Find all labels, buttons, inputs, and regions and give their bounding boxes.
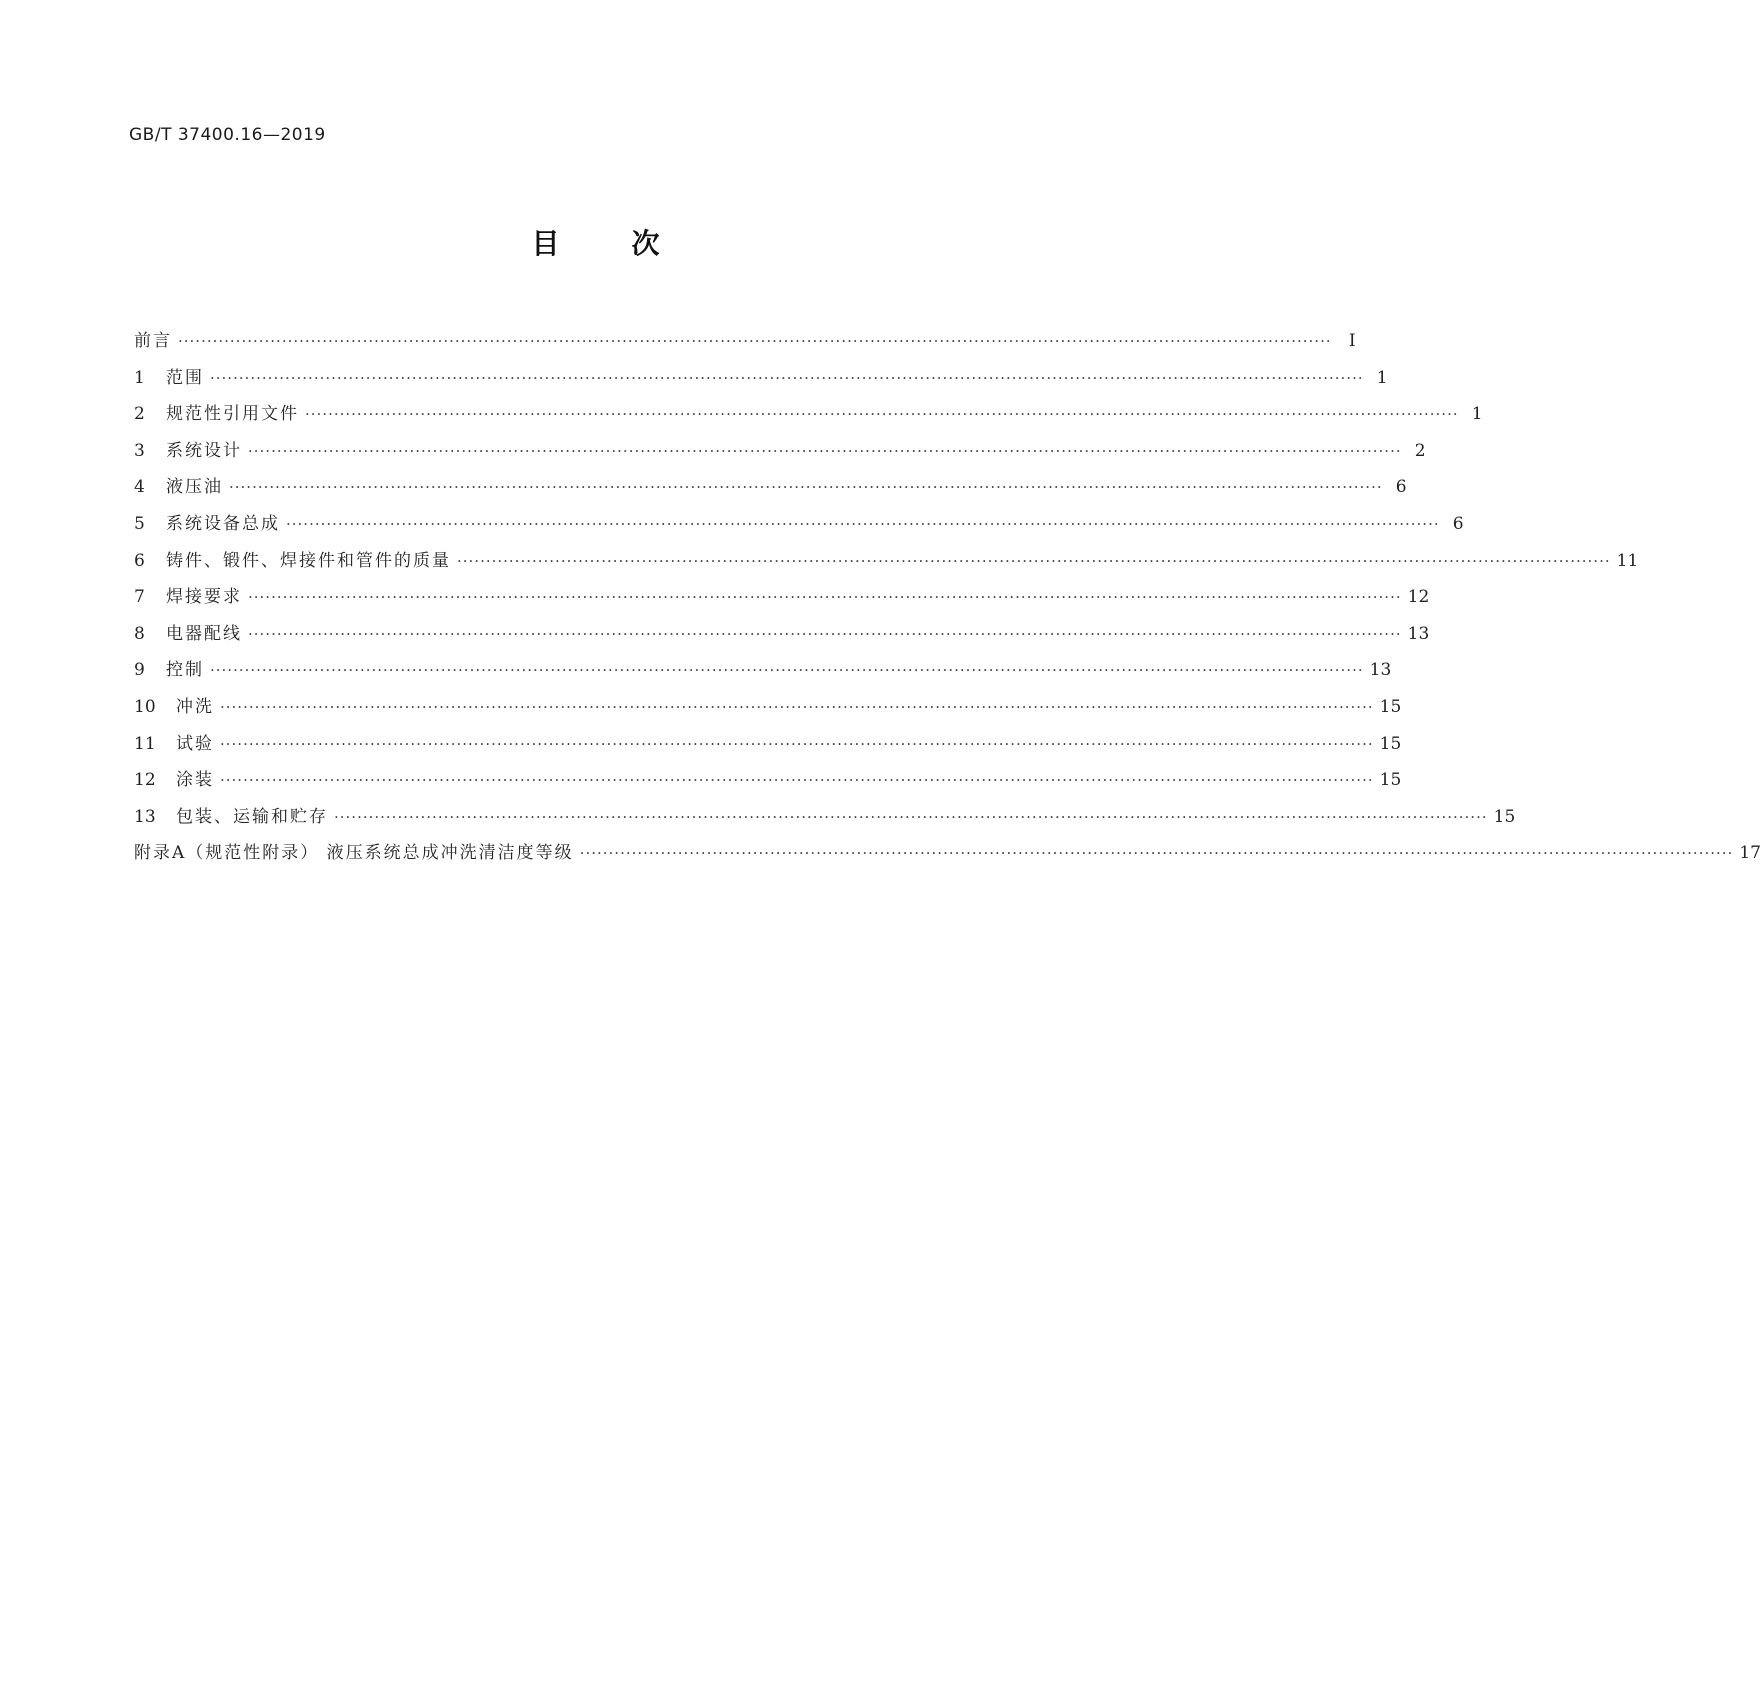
toc-entry-number: 2 <box>134 404 145 425</box>
toc-leader-dots: ········································································································································································································ <box>220 734 1374 753</box>
toc-entry-number: 11 <box>134 733 156 754</box>
toc-entry-label: 控制 <box>166 660 204 681</box>
toc-entry-label: 铸件、锻件、焊接件和管件的质量 <box>166 550 451 571</box>
toc-entry-label: 液压油 <box>166 477 223 498</box>
toc-entry-number: 4 <box>134 477 145 498</box>
toc-entry-number: 13 <box>134 806 156 827</box>
toc-leader-dots: ········································································································································································································ <box>220 697 1374 716</box>
toc-entry-page: 6 <box>1452 513 1464 534</box>
toc-leader-dots: ········································································································································································································ <box>286 514 1440 533</box>
toc-leader-dots: ········································································································································································································ <box>229 478 1383 497</box>
page-title: 目次 <box>531 227 732 260</box>
toc-entry-page: 15 <box>1493 806 1516 827</box>
toc-leader-dots: ········································································································································································································ <box>334 807 1488 826</box>
toc-entry-3[interactable] <box>134 433 1426 470</box>
toc-entry-number: 6 <box>134 550 145 571</box>
toc-entry-page: 17 <box>1739 843 1761 864</box>
toc-entry-page: 12 <box>1407 587 1430 608</box>
toc-leader-dots: ········································································································································································································ <box>305 405 1459 424</box>
toc-entry-label: 冲洗 <box>176 696 214 717</box>
toc-entry-page: 2 <box>1414 440 1426 461</box>
toc-entry-label: 规范性引用文件 <box>166 404 299 425</box>
toc-entry-page: 15 <box>1379 733 1402 754</box>
toc-leader-dots: ········································································································································································································ <box>248 588 1402 607</box>
toc-entry-label: 涂装 <box>176 770 214 791</box>
table-of-contents <box>134 323 1761 872</box>
toc-entry-7[interactable] <box>134 579 1430 616</box>
toc-entry-page: 1 <box>1471 404 1483 425</box>
toc-entry-label: 电器配线 <box>166 623 242 644</box>
toc-entry-6[interactable] <box>134 543 1639 580</box>
toc-entry-13[interactable] <box>134 799 1516 836</box>
toc-entry-page: 15 <box>1379 696 1402 717</box>
toc-leader-dots: ········································································································································································································ <box>579 844 1734 863</box>
toc-entry-label: 附录A（规范性附录） 液压系统总成冲洗清洁度等级 <box>134 843 574 864</box>
toc-entry-number: 12 <box>134 770 156 791</box>
toc-leader-dots: ········································································································································································································ <box>248 441 1402 460</box>
toc-entry-label: 系统设备总成 <box>166 513 280 534</box>
toc-entry-page: Ⅰ <box>1348 331 1356 351</box>
toc-entry-label: 焊接要求 <box>166 587 242 608</box>
toc-entry-1[interactable] <box>134 360 1388 397</box>
toc-entry-number: 7 <box>134 587 145 608</box>
toc-leader-dots: ········································································································································································································ <box>210 368 1364 387</box>
toc-entry-11[interactable] <box>134 726 1402 763</box>
toc-entry-label: 系统设计 <box>166 440 242 461</box>
toc-entry-4[interactable] <box>134 469 1407 506</box>
toc-leader-dots: ········································································································································································································ <box>220 771 1374 790</box>
toc-entry-label: 范围 <box>166 367 204 388</box>
toc-entry-5[interactable] <box>134 506 1464 543</box>
toc-entry-number: 1 <box>134 367 145 388</box>
toc-entry-page: 13 <box>1407 623 1430 644</box>
toc-entry-page: 13 <box>1369 660 1392 681</box>
toc-leader-dots: ········································································································································································································ <box>248 624 1402 643</box>
standard-code: GB/T 37400.16—2019 <box>129 125 326 145</box>
toc-entry-number: 10 <box>134 696 156 717</box>
toc-entry-appendix-a[interactable] <box>134 835 1761 872</box>
toc-entry-page: 1 <box>1376 367 1388 388</box>
toc-entry-page: 6 <box>1395 477 1407 498</box>
toc-entry-number: 5 <box>134 513 145 534</box>
toc-leader-dots: ········································································································································································································ <box>457 551 1611 570</box>
toc-entry-label: 试验 <box>176 733 214 754</box>
toc-entry-foreword[interactable] <box>134 323 1356 360</box>
toc-entry-2[interactable] <box>134 396 1483 433</box>
toc-entry-8[interactable] <box>134 616 1430 653</box>
toc-entry-label: 包装、运输和贮存 <box>176 806 328 827</box>
toc-entry-label: 前言 <box>134 331 172 351</box>
toc-leader-dots: ········································································································································································································ <box>210 661 1364 680</box>
toc-entry-number: 9 <box>134 660 145 681</box>
toc-entry-12[interactable] <box>134 762 1402 799</box>
toc-leader-dots: ········································································································································································································ <box>178 332 1332 350</box>
toc-entry-page: 15 <box>1379 770 1402 791</box>
toc-entry-number: 3 <box>134 440 145 461</box>
toc-entry-page: 11 <box>1616 550 1639 571</box>
toc-entry-number: 8 <box>134 623 145 644</box>
toc-entry-10[interactable] <box>134 689 1402 726</box>
toc-entry-9[interactable] <box>134 652 1392 689</box>
